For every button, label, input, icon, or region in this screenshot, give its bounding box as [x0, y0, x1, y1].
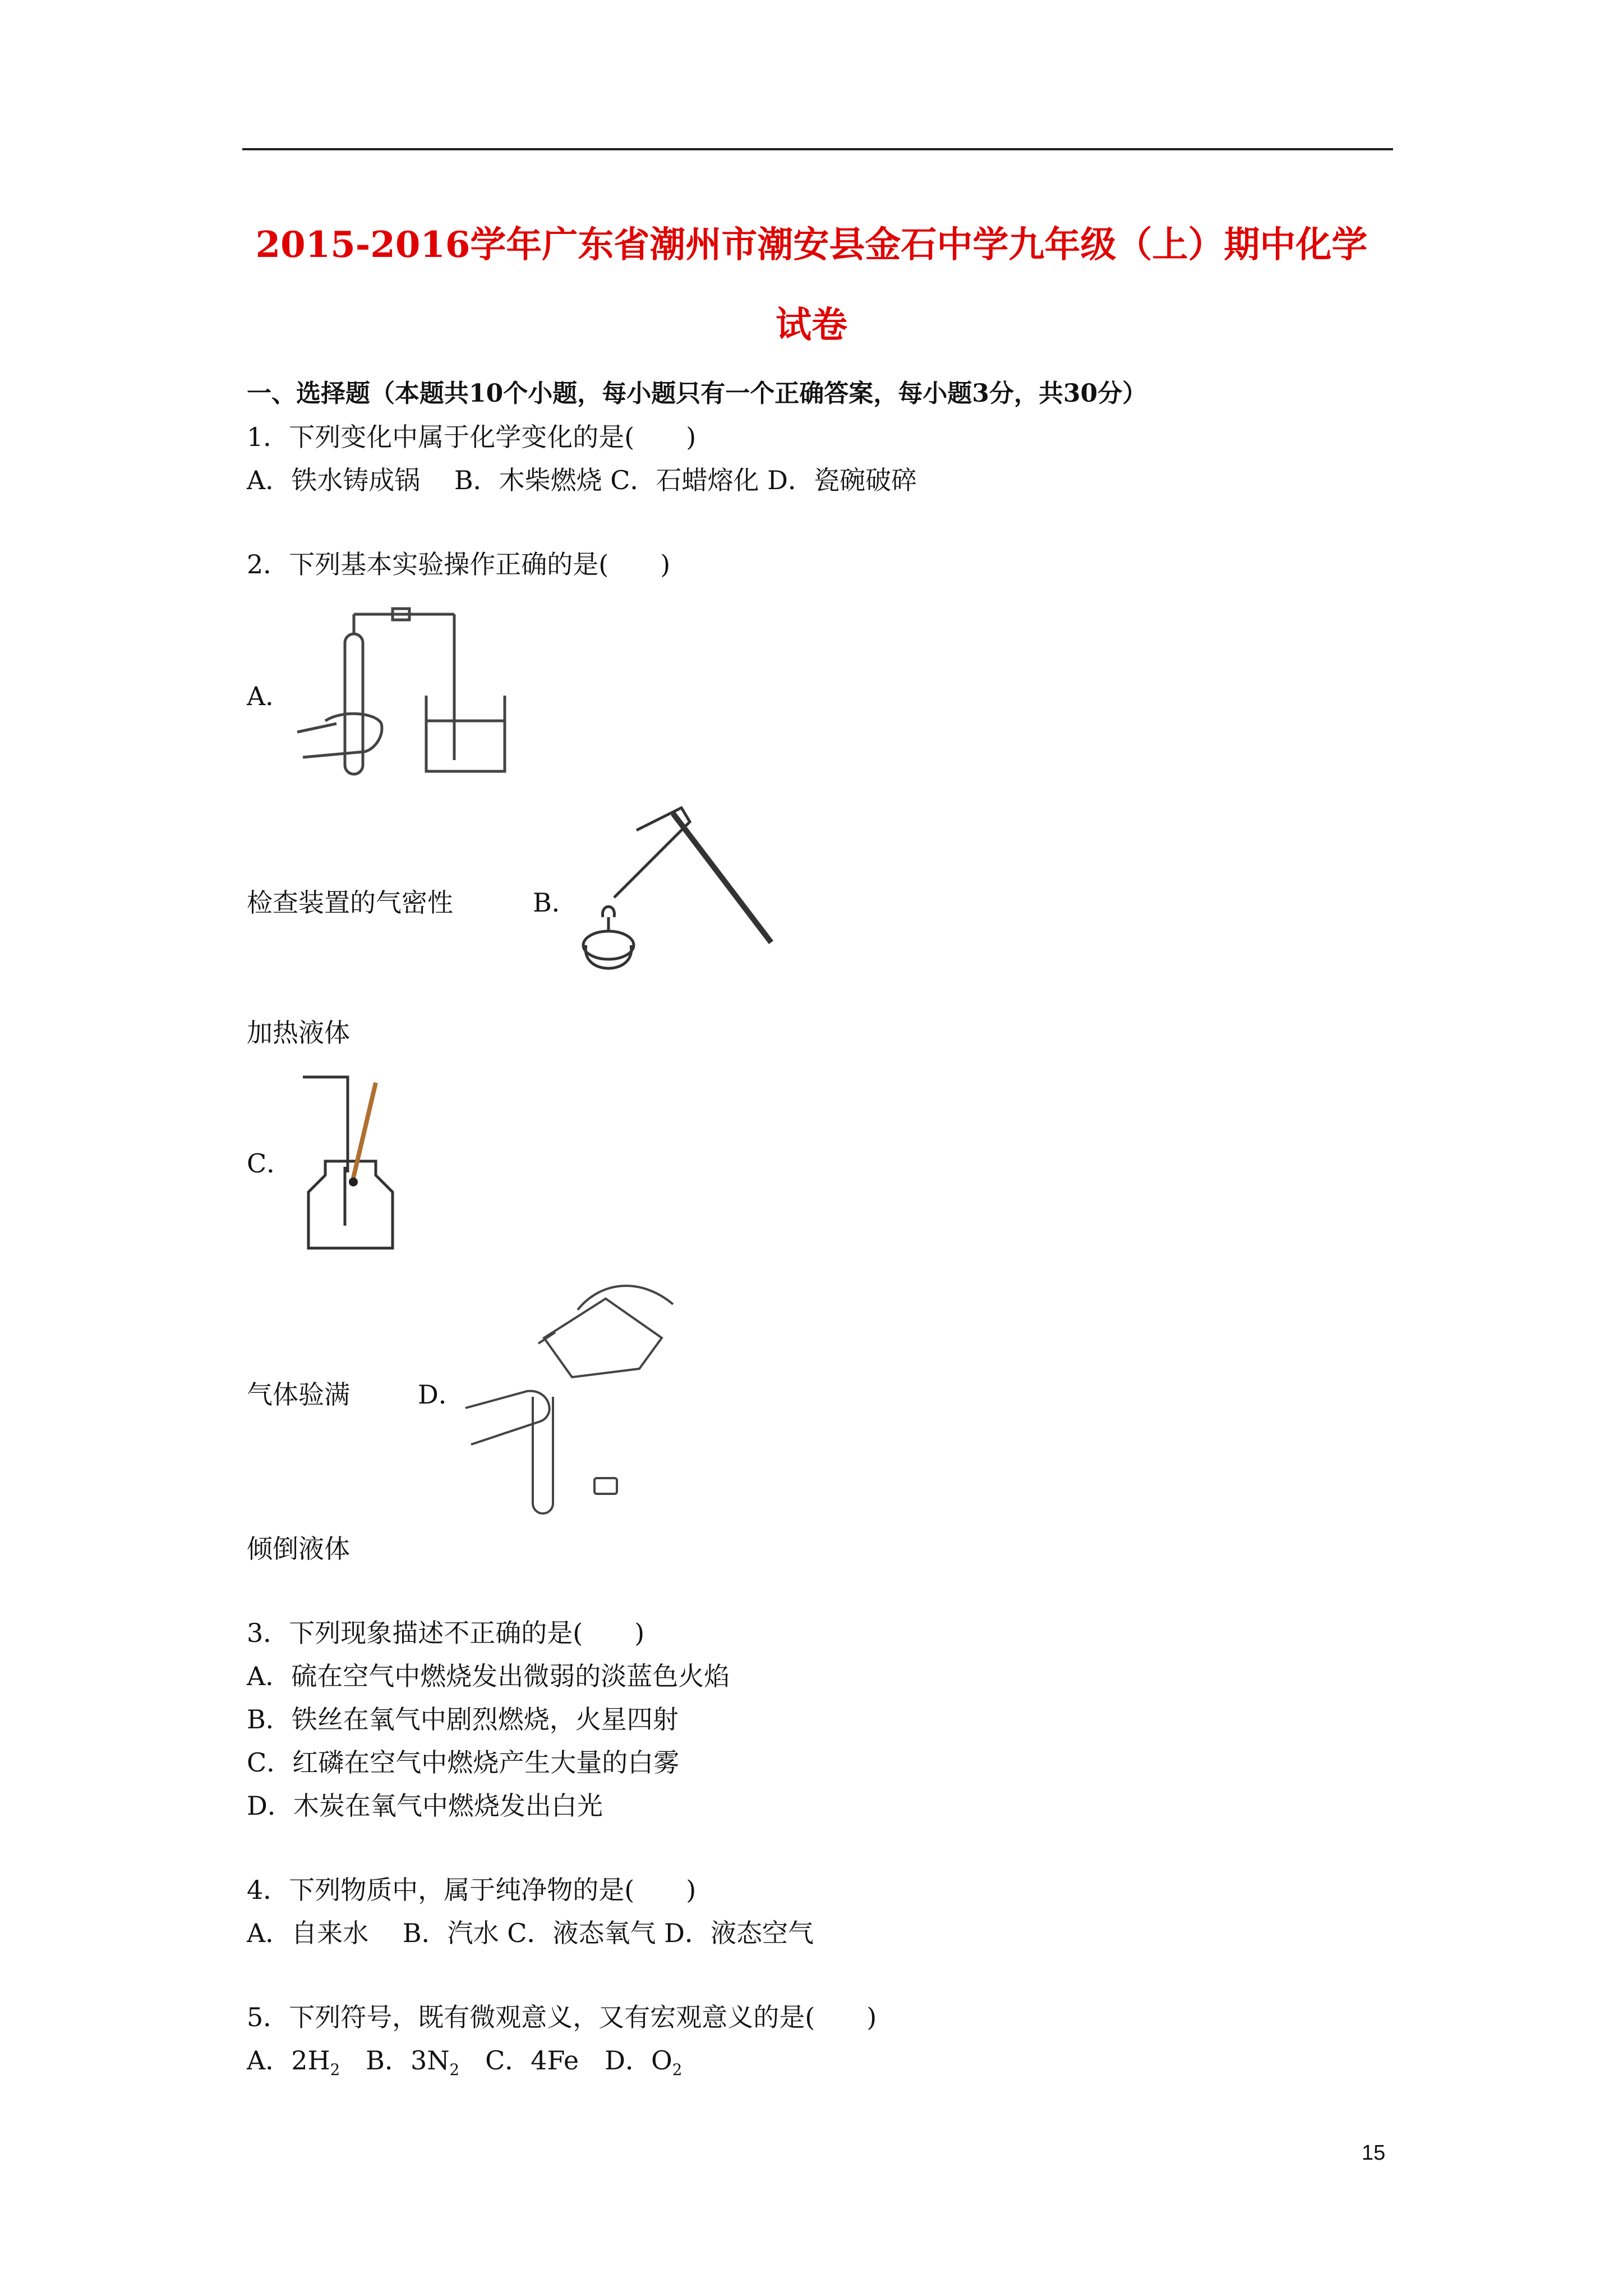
question-2-option-b-label: B． [533, 887, 578, 918]
alcohol-lamp-heating-figure [569, 808, 794, 993]
gas-bottle-figure [292, 1057, 404, 1254]
test-tube-airtightness-figure [292, 603, 583, 783]
question-3-option-b: B．铁丝在氧气中剧烈燃烧，火星四射 [247, 1704, 679, 1734]
question-2-option-b-caption: 加热液体 [247, 1018, 350, 1048]
question-5-stem: 5．下列符号，既有微观意义，又有宏观意义的是( ) [247, 2002, 877, 2032]
question-2-option-a-label: A． [247, 681, 292, 711]
document-title-line2: 试卷 [776, 304, 847, 346]
header-rule [242, 148, 1393, 150]
question-2-option-d-label: D． [418, 1379, 464, 1410]
document-title-line1: 2015-2016学年广东省潮州市潮安县金石中学九年级（上）期中化学 [255, 224, 1368, 266]
section-heading: 一、选择题（本题共10个小题，每小题只有一个正确答案，每小题3分，共30分） [247, 379, 1147, 408]
page-number: 15 [1362, 2141, 1386, 2165]
question-4-stem: 4．下列物质中，属于纯净物的是( ) [247, 1875, 697, 1905]
question-3-option-c: C．红磷在空气中燃烧产生大量的白雾 [247, 1747, 680, 1778]
question-3-stem: 3．下列现象描述不正确的是( ) [247, 1618, 645, 1648]
question-1-options: A．铁水铸成锅 B．木柴燃烧 C．石蜡熔化 D．瓷碗破碎 [247, 465, 917, 495]
pouring-liquid-figure [460, 1276, 695, 1517]
question-2-option-a-caption: 检查装置的气密性 [247, 887, 453, 918]
question-2-option-c-label: C． [247, 1148, 293, 1179]
question-2-stem: 2．下列基本实验操作正确的是( ) [247, 549, 671, 579]
question-4-options: A．自来水 B．汽水 C．液态氧气 D．液态空气 [247, 1918, 814, 1948]
question-3-option-a: A．硫在空气中燃烧发出微弱的淡蓝色火焰 [247, 1661, 730, 1691]
question-2-option-d-caption: 倾倒液体 [247, 1534, 350, 1564]
question-3-option-d: D．木炭在氧气中燃烧发出白光 [247, 1791, 603, 1821]
question-1-stem: 1．下列变化中属于化学变化的是( ) [247, 422, 697, 452]
question-5-options: A．$2H_2$ B．$3N_2$ C．4Fe D．$O_2$ [247, 2045, 683, 2079]
question-2-option-c-caption: 气体验满 [247, 1379, 350, 1410]
